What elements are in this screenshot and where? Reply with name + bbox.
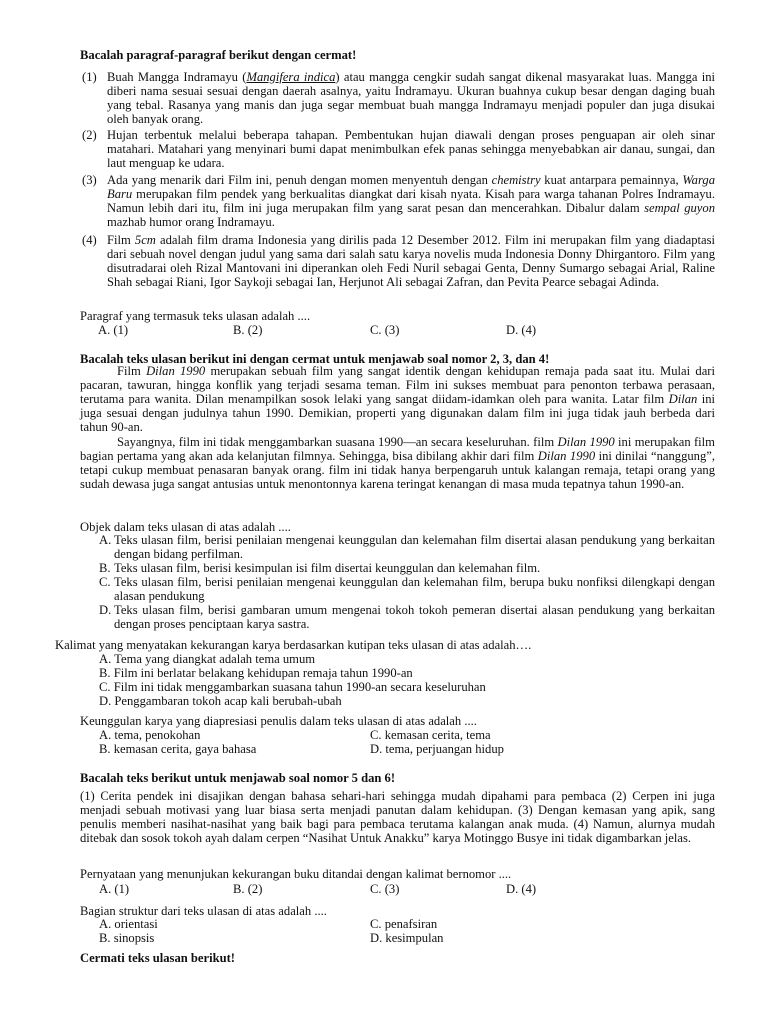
option-b[interactable]: B. (2) bbox=[233, 323, 263, 337]
option-c[interactable]: C. Film ini tidak menggambarkan suasana tahun 1990-an secara keseluruhan bbox=[99, 680, 486, 694]
question-3: Kalimat yang menyatakan kekurangan karya berdasarkan kutipan teks ulasan di atas adalah…. bbox=[55, 638, 532, 652]
option-c[interactable]: C. (3) bbox=[370, 882, 400, 896]
question-6-options-row-2 bbox=[0, 931, 768, 945]
option-a[interactable]: A. tema, penokohan bbox=[99, 728, 201, 742]
question-6-options-row-1 bbox=[0, 917, 768, 931]
question-5-options bbox=[0, 882, 768, 896]
option-d[interactable]: D. tema, perjuangan hidup bbox=[370, 742, 504, 756]
question-4: Keunggulan karya yang diapresiasi penulis dalam teks ulasan di atas adalah .... bbox=[80, 714, 477, 728]
option-c[interactable]: C. (3) bbox=[370, 323, 400, 337]
option-d[interactable]: D. kesimpulan bbox=[370, 931, 444, 945]
option-a[interactable]: A. Tema yang diangkat adalah tema umum bbox=[99, 652, 316, 666]
question-1-options bbox=[0, 323, 768, 337]
option-a[interactable]: A. orientasi bbox=[99, 917, 158, 931]
paragraph-2: (2) Hujan terbentuk melalui beberapa tahapan. Pembentukan hujan diawali dengan proses penguapan air oleh sinar matahari. Matahari yang menyinari bumi dapat menimbulkan efek panas sehingga menyebabkan air danau, sungai, dan laut menguap ke udara. bbox=[82, 128, 715, 170]
option-c[interactable]: C. penafsiran bbox=[370, 917, 438, 931]
paragraph-number: (2) bbox=[82, 128, 97, 142]
review-paragraph-1: Film Dilan 1990 merupakan sebuah film yang sangat identik dengan kehidupan remaja pada saat itu. Mulai dari pacaran, tawuran, hingga konflik yang terjadi sesama teman. Film ini sukses membuat para penonton terbawa perasaan, terutama para wanita. Dilan menampilkan sosok lelaki yang sangat diidam-idamkan oleh para wanita. Latar film Dilan ini juga sesuai dengan judulnya tahun 1990. Demikian, properti yang digunakan dalam film ini juga tidak jauh berbeda dari tahun 90-an. bbox=[80, 364, 716, 434]
section2-heading: Bacalah teks ulasan berikut ini dengan cermat untuk menjawab soal nomor 2, 3, dan 4! bbox=[80, 352, 550, 366]
option-d[interactable]: D. Penggambaran tokoh acap kali berubah-ubah bbox=[99, 694, 342, 708]
section3-passage: (1) Cerita pendek ini disajikan dengan bahasa sehari-hari sehingga mudah dipahami para pembaca (2) Cerpen ini juga menjadi sebuah motivasi yang luar biasa serta menjadi panutan dalam kehidupan. (3) Dengan kemasan yang apik, sang penulis memberi nasihat-nasihat yang baik bagi para pembaca terutama kalangan anak muda. (4) Namun, alurnya mudah ditebak dan sosok tokoh ayah dalam cerpen “Nasihat Untuk Anakku” karya Motinggo Busye ini tidak digambarkan jelas. bbox=[80, 789, 715, 845]
option-a[interactable]: A. (1) bbox=[98, 323, 129, 337]
option-a[interactable]: A. Teks ulasan film, berisi penilaian mengenai keunggulan dan kelemahan film disertai alasan pendukung yang berkaitan dengan bidang perfilman. bbox=[99, 533, 715, 561]
section1-heading: Bacalah paragraf-paragraf berikut dengan cermat! bbox=[80, 48, 357, 62]
question-1: Paragraf yang termasuk teks ulasan adalah .... bbox=[80, 309, 311, 323]
option-a[interactable]: A. (1) bbox=[99, 882, 130, 896]
option-d[interactable]: D. Teks ulasan film, berisi gambaran umum mengenai tokoh tokoh pemeran disertai alasan pendukung yang berkaitan dengan proses penciptaan karya sastra. bbox=[99, 603, 715, 631]
question-3-options bbox=[99, 652, 486, 708]
question-4-options-row-2 bbox=[0, 742, 768, 756]
paragraph-3: (3) Ada yang menarik dari Film ini, penuh dengan momen menyentuh dengan chemistry kuat antarpara pemainnya, Warga Baru merupakan film pendek yang berkualitas diangkat dari kisah nyata. Kisah para warga tahanan Polres Indramayu. Namun lebih dari itu, film ini juga merupakan film yang sarat pesan dan mencerahkan. Dibalur dalam sempal guyon mazhab humor orang Indramayu. bbox=[82, 173, 716, 229]
option-b[interactable]: B. (2) bbox=[233, 882, 263, 896]
option-c[interactable]: C. Teks ulasan film, berisi penilaian mengenai keunggulan dan kelemahan film, berupa buku nonfiksi dilengkapi dengan alasan pendukung bbox=[99, 575, 715, 603]
section4-heading: Cermati teks ulasan berikut! bbox=[80, 951, 235, 965]
question-6: Bagian struktur dari teks ulasan di atas adalah .... bbox=[80, 904, 327, 918]
review-paragraph-2: Sayangnya, film ini tidak menggambarkan suasana 1990—an secara keseluruhan. film Dilan 1990 ini merupakan film bagian pertama yang akan ada kelanjutan filmnya. Sehingga, bisa dibilang akhir dari film Dilan 1990 ini dinilai “nanggung”, tetapi cukup membuat penasaran banyak orang. film ini tidak hanya berpengaruh untuk kalangan remaja, tetapi orang yang sudah dewasa juga sangat antusias untuk menontonnya karena teringat kenangan di masa muda tepatnya tahun 1990-an. bbox=[80, 435, 716, 491]
option-b[interactable]: B. sinopsis bbox=[99, 931, 155, 945]
option-c[interactable]: C. kemasan cerita, tema bbox=[370, 728, 491, 742]
question-5: Pernyataan yang menunjukan kekurangan buku ditandai dengan kalimat bernomor .... bbox=[80, 867, 512, 881]
paragraph-number: (3) bbox=[82, 173, 97, 187]
question-2-options bbox=[99, 533, 715, 631]
option-b[interactable]: B. Teks ulasan film, berisi kesimpulan isi film disertai keunggulan dan kelemahan film. bbox=[99, 561, 541, 575]
paragraph-number: (4) bbox=[82, 233, 97, 247]
question-2: Objek dalam teks ulasan di atas adalah .... bbox=[80, 520, 291, 534]
paragraph-1: (1) Buah Mangga Indramayu (Mangifera indica) atau mangga cengkir sudah sangat dikenal masyarakat luas. Mangga ini diberi nama sesuai sesuai dengan daerah asalnya, yaitu Indramayu. Ukuran buahnya cukup besar dengan daging buah yang tebal. Rasanya yang manis dan juga segar membuat buah mangga Indramayu menjadi populer dan juga disukai oleh banyak orang. bbox=[82, 70, 715, 126]
question-4-options-row-1 bbox=[0, 728, 768, 742]
paragraph-4: (4) Film 5cm adalah film drama Indonesia yang dirilis pada 12 Desember 2012. Film ini merupakan film yang diadaptasi dari sebuah novel dengan judul yang sama dari salah satu karya novelis muda Indonesia Donny Dhirgantoro. Film yang disutradarai oleh Rizal Mantovani ini diperankan oleh Fedi Nuril sebagai Genta, Denny Sumargo sebagai Arial, Raline Shah sebagai Riani, Igor Saykoji sebagai Ian, Herjunot Ali sebagai Zafran, dan Pevita Pearce sebagai Adinda. bbox=[82, 233, 715, 289]
option-b[interactable]: B. Film ini berlatar belakang kehidupan remaja tahun 1990-an bbox=[99, 666, 413, 680]
option-b[interactable]: B. kemasan cerita, gaya bahasa bbox=[99, 742, 257, 756]
option-d[interactable]: D. (4) bbox=[506, 882, 537, 896]
paragraph-number: (1) bbox=[82, 70, 97, 84]
section3-heading: Bacalah teks berikut untuk menjawab soal nomor 5 dan 6! bbox=[80, 771, 396, 785]
option-d[interactable]: D. (4) bbox=[506, 323, 537, 337]
